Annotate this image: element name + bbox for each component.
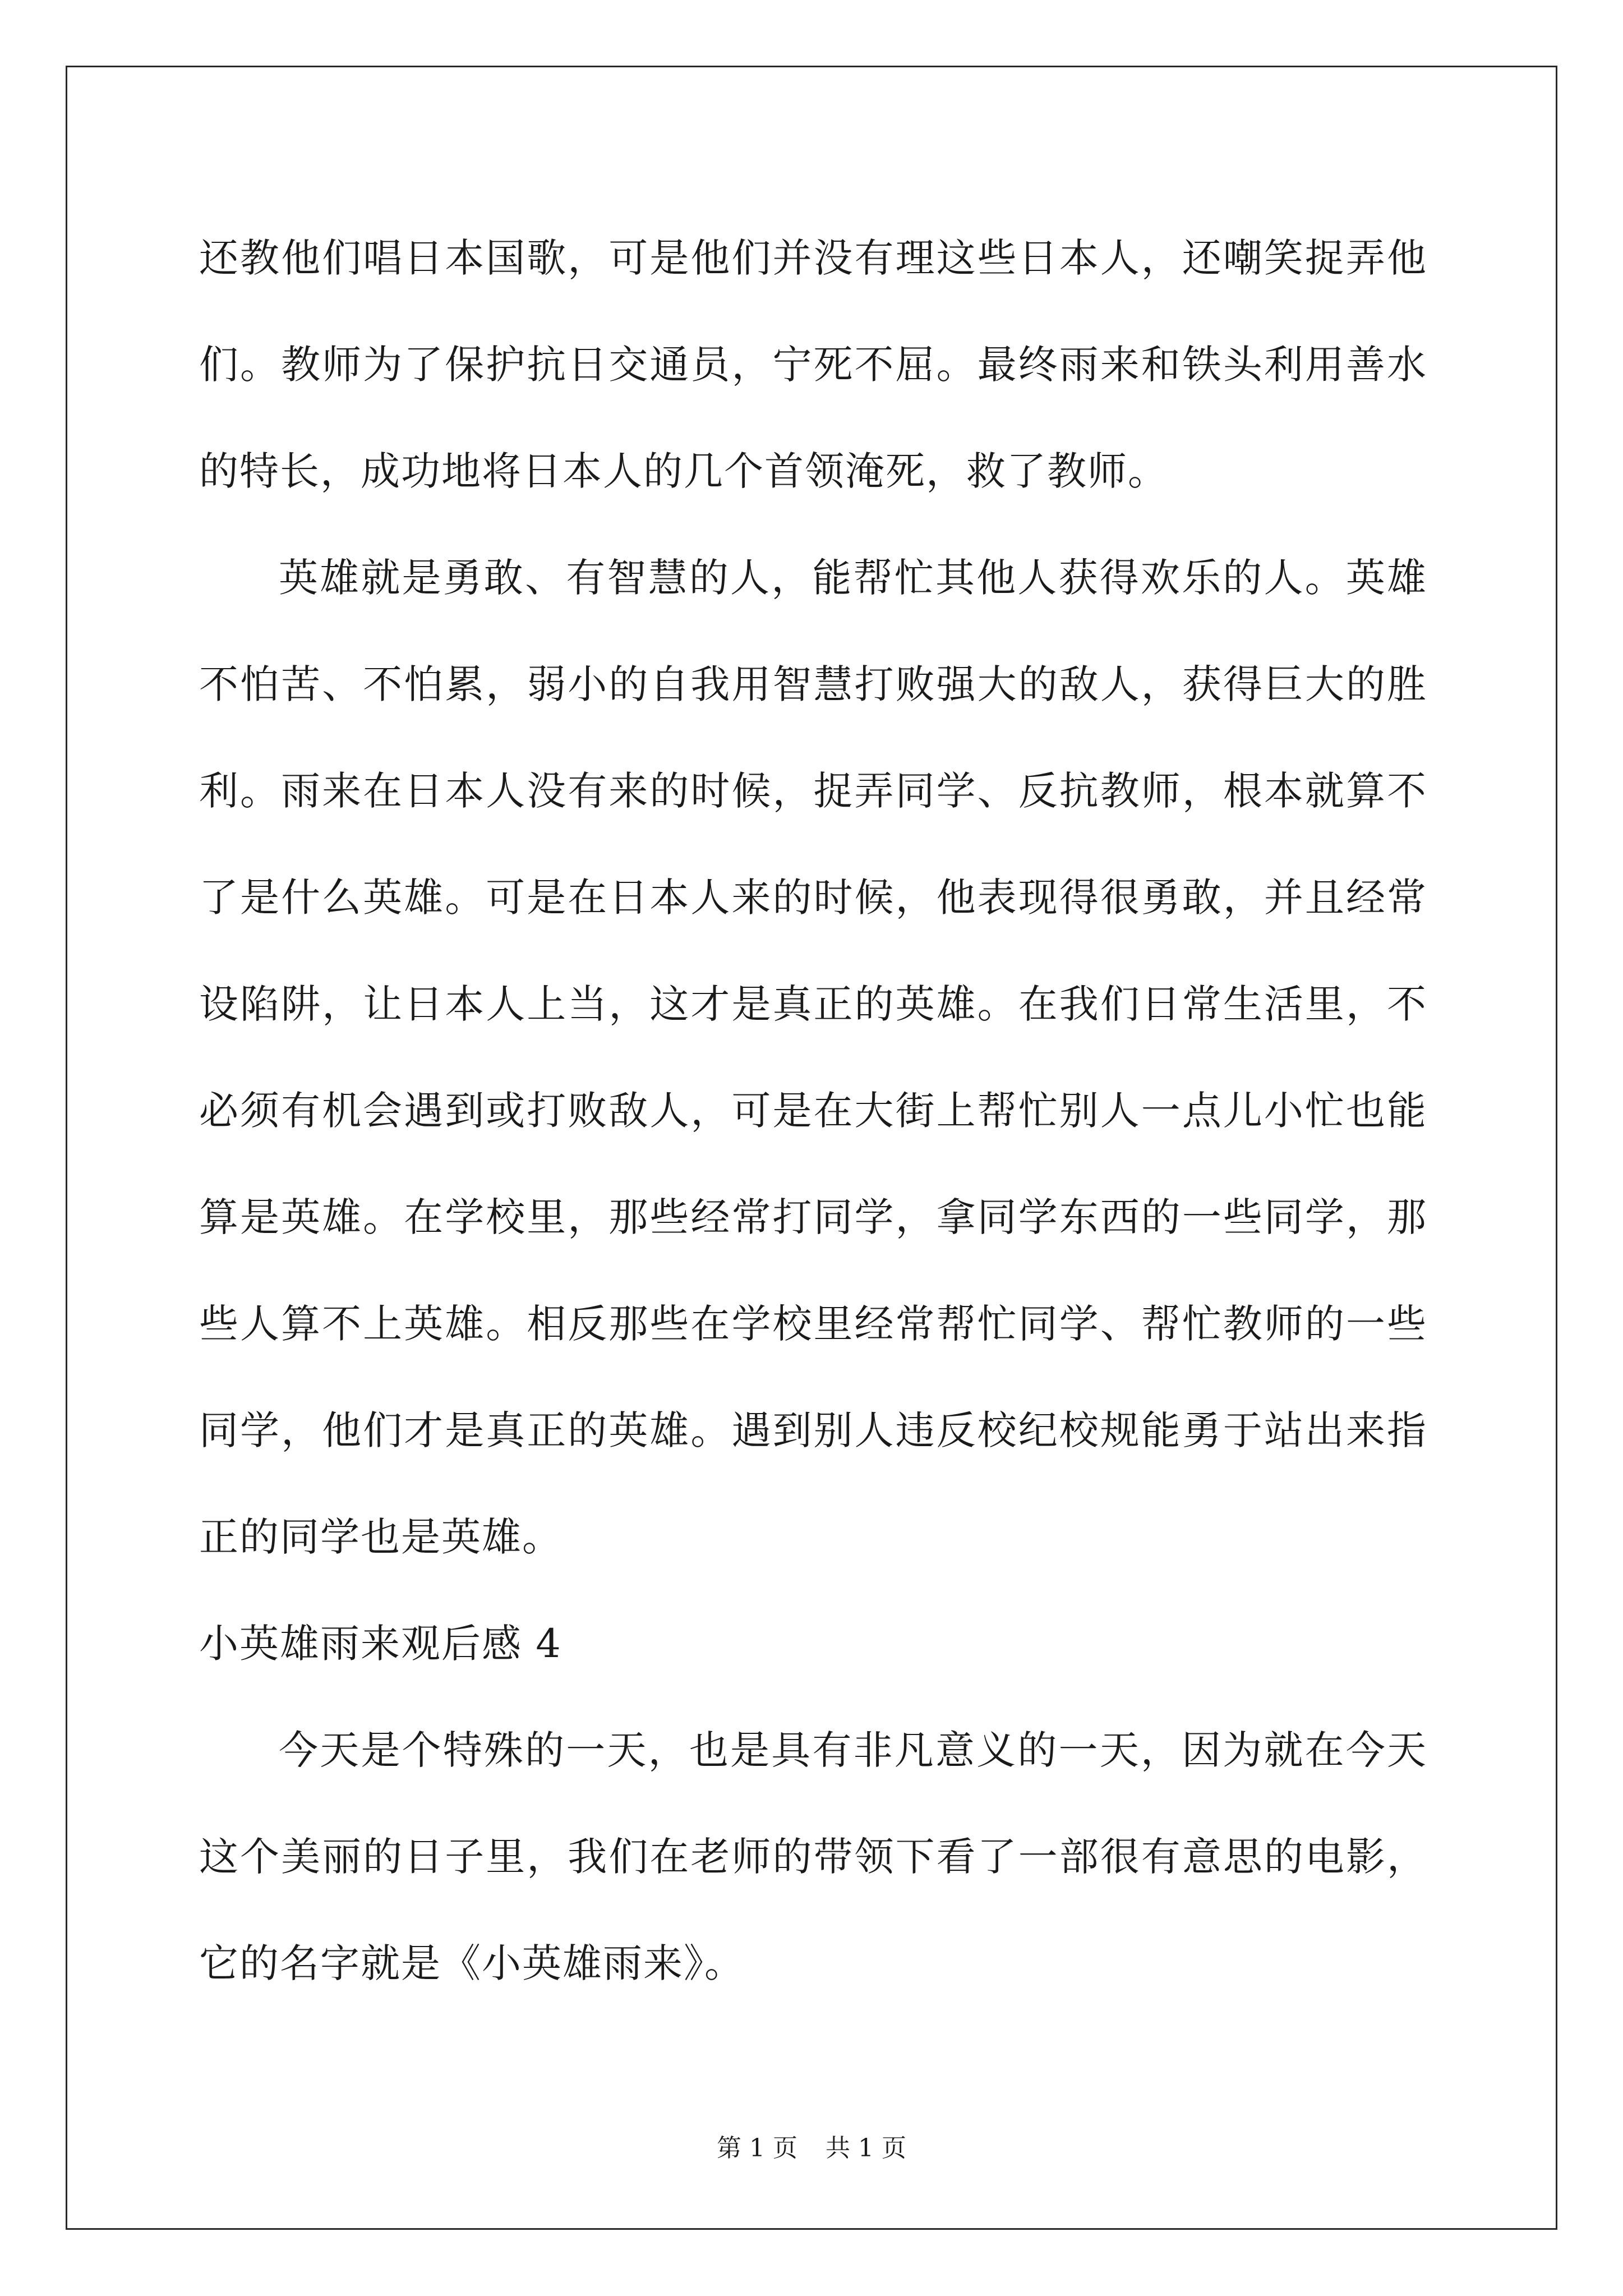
section-heading: 小英雄雨来观后感 4 bbox=[199, 1621, 562, 1667]
page-number: 第 1 页 bbox=[717, 2134, 797, 2162]
page-footer bbox=[0, 2132, 1623, 2165]
paragraph-2: 英雄就是勇敢、有智慧的人，能帮忙其他人获得欢乐的人。英雄不怕苦、不怕累，弱小的自我用智慧打败强大的敌人，获得巨大的胜利。雨来在日本人没有来的时候，捉弄同学、反抗教师，根本就算不了是什么英雄。可是在日本人来的时候，他表现得很勇敢，并且经常设陷阱，让日本人上当，这才是真正的英雄。在我们日常生活里，不必须有机会遇到或打败敌人，可是在大街上帮忙别人一点儿小忙也能算是英雄。在学校里，那些经常打同学，拿同学东西的一些同学，那些人算不上英雄。相反那些在学校里经常帮忙同学、帮忙教师的一些同学，他们才是真正的英雄。遇到别人违反校纪校规能勇于站出来指正的同学也是英雄。 bbox=[199, 555, 1427, 1560]
document-body bbox=[199, 205, 1427, 2017]
paragraph-1: 还教他们唱日本国歌，可是他们并没有理这些日本人，还嘲笑捉弄他们。教师为了保护抗日交通员，宁死不屈。最终雨来和铁头利用善水的特长，成功地将日本人的几个首领淹死，救了教师。 bbox=[199, 235, 1427, 494]
page-total: 共 1 页 bbox=[826, 2134, 906, 2162]
paragraph-3: 今天是个特殊的一天，也是具有非凡意义的一天，因为就在今天这个美丽的日子里，我们在老师的带领下看了一部很有意思的电影，它的名字就是《小英雄雨来》。 bbox=[199, 1727, 1427, 1986]
